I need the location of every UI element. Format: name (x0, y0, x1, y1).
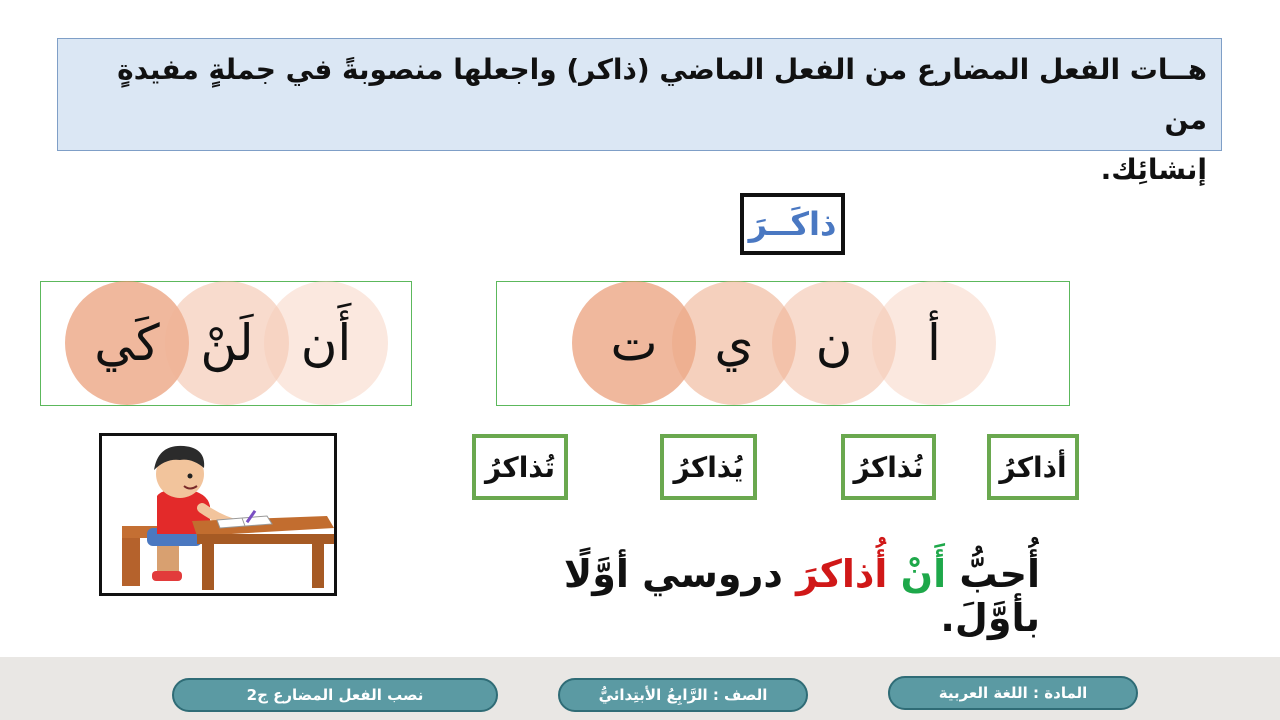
particle-highlight: أَنْ (900, 552, 947, 596)
footer-grade-pill[interactable] (558, 678, 808, 712)
verb-form: أذاكرُ (999, 450, 1067, 484)
prefix-letter: أ (927, 314, 941, 372)
sentence-part: أُحبُّ (959, 552, 1040, 596)
verb-form-box[interactable] (987, 434, 1079, 500)
boy-studying-illustration (102, 436, 334, 593)
verb-form-box[interactable] (841, 434, 936, 500)
verb-form-box[interactable] (660, 434, 757, 500)
prefix-letter: ي (714, 314, 754, 372)
verb-form: يُذاكرُ (673, 450, 744, 484)
instruction-line-2: إنشائِك. (1100, 153, 1207, 186)
study-illustration (99, 433, 337, 596)
instruction-line-1: هــات الفعل المضارع من الفعل الماضي (ذاكر) واجعلها منصوبةً في جملةٍ مفيدةٍ من (117, 53, 1207, 136)
verb-form: نُذاكرُ (853, 450, 924, 484)
footer-lesson-pill[interactable] (172, 678, 498, 712)
instruction-box (57, 38, 1222, 186)
base-verb-box (740, 193, 845, 255)
verb-form-box[interactable] (472, 434, 568, 500)
footer-subject: المادة : اللغة العربية (938, 684, 1088, 702)
footer-subject-pill[interactable] (888, 676, 1138, 710)
base-verb: ذاكَــرَ (748, 205, 837, 243)
sentence-part: دروسي أوَّلًا بأوَّلَ. (563, 552, 1040, 640)
particle-circle[interactable] (264, 281, 388, 405)
prefix-letter: ت (610, 314, 658, 372)
prefix-letter-circle[interactable] (872, 281, 996, 405)
footer-lesson: نصب الفعل المضارع ج2 (246, 686, 424, 704)
prefix-letter: ن (815, 314, 853, 372)
verb-form: تُذاكرُ (485, 450, 555, 484)
example-sentence (480, 552, 1040, 640)
particle: لَنْ (200, 314, 254, 372)
particle: كَي (94, 314, 160, 372)
particle: أَن (300, 314, 352, 372)
verb-highlight: أُذاكرَ (796, 552, 888, 596)
footer-grade: الصف : الرَّابِعُ الأبتِدائيُّ (598, 686, 768, 704)
